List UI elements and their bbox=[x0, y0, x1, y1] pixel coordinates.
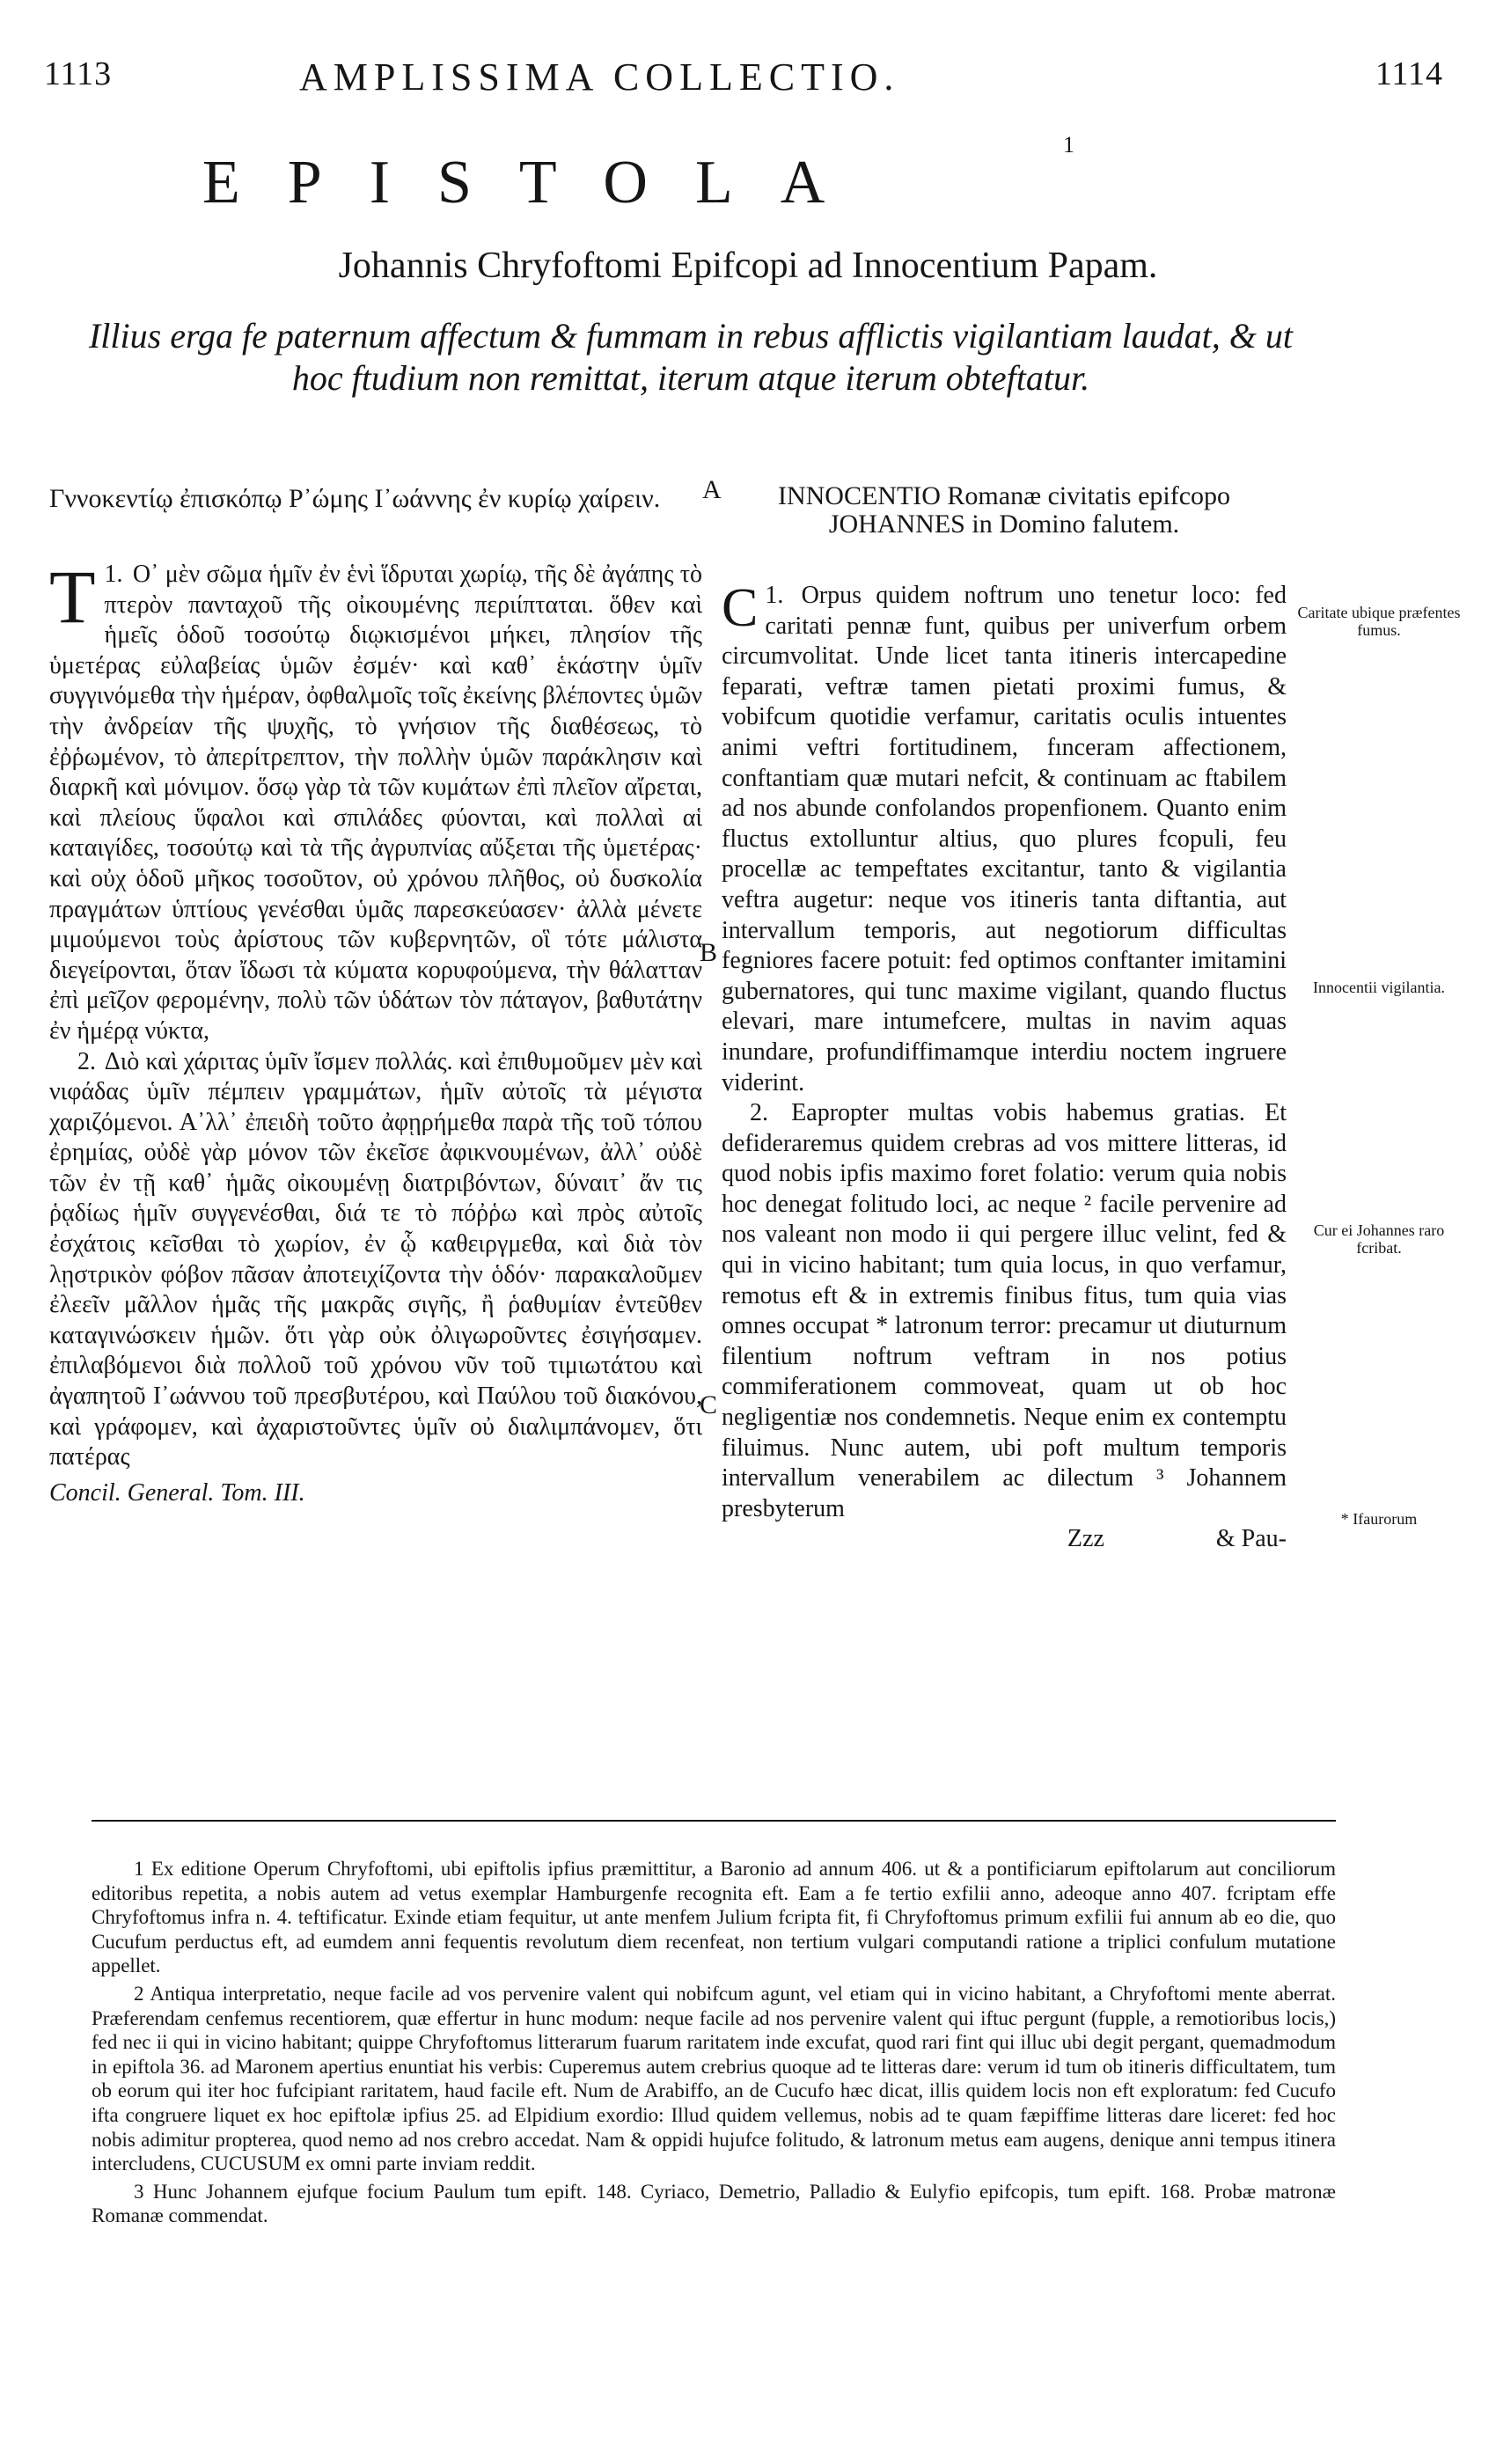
greek-paragraph-2 bbox=[49, 1047, 702, 1473]
running-title: AMPLISSIMA COLLECTIO. bbox=[299, 55, 900, 99]
latin-paragraph-1 bbox=[722, 578, 1287, 1098]
latin-paragraph-2 bbox=[722, 1098, 1287, 1524]
section-marker-b: B bbox=[700, 938, 718, 967]
title-footnote-mark: 1 bbox=[1063, 132, 1074, 158]
margin-note-isaurorum: * Ifaurorum bbox=[1340, 1510, 1418, 1528]
latin-paragraph-2-number: 2. bbox=[750, 1099, 768, 1127]
greek-drop-cap: T bbox=[49, 554, 96, 639]
greek-paragraph-2-text: Διὸ καὶ χάριτας ὑμῖν ἴσμεν πολλάς. καὶ ἐπιθυμοῦμεν μὲν καὶ νιφάδας ὑμῖν πέμπειν γραμμάτων, ἡμῖν αὐτοῖς τὰ μέγιστα χαριζόμενοι. Α᾽λλ᾽ ἐπειδὴ τοῦτο ἀφῃρήμεθα παρὰ τῆς τοῦ τόπου ἐρημίας, οὐδὲ γὰρ μόνον τῶν ἐκεῖσε ἀφικνουμένων, ἀλλ᾽ οὐδὲ τῶν ἐν τῇ καθ᾽ ἡμᾶς οἰκουμένῃ διατριβόντων, δύναιτ᾽ ἄν τις ῥᾳδίως ἡμῖν συγγενέσθαι, διά τε τὸ πόῤῥω καὶ πρὸς αὐτοῖς ἐσχάτοις κεῖσθαι τὸ χωρίον, ἐν ᾧ καθειργμεθα, καὶ διὰ τὸν λῃστρικὸν φόβον πᾶσαν ἀποτειχίζοντα τὴν ὁδόν· παρακαλοῦμεν ἐλεεῖν μᾶλλον ἡμᾶς τῆς μακρᾶς σιγῆς, ἢ ῥαθυμίαν ἐντεῦθεν καταγινώσκειν ἡμῶν. ὅτι γὰρ οὐκ ὀλιγωροῦντες ἐσιγήσαμεν. ἐπιλαβόμενοι διὰ πολλοῦ τοῦ χρόνου νῦν τοῦ τιμιωτάτου καὶ ἀγαπητοῦ Ι᾽ωάννου τοῦ πρεσβυτέρου, καὶ Παύλου τοῦ διακόνου, καὶ γράφομεν, καὶ ἀχαριστοῦντες ὑμῖν οὐ διαλιμπάνομεν, ὅτι πατέρας bbox=[49, 1047, 702, 1471]
latin-column bbox=[722, 482, 1287, 1555]
epistle-title: EPISTOLA bbox=[202, 149, 873, 216]
greek-column bbox=[49, 482, 702, 1508]
margin-note-caritate: Caritate ubique præfentes fumus. bbox=[1297, 604, 1461, 639]
latin-paragraph-1-text: Orpus quidem noftrum uno tenetur loco: fed caritati pennæ funt, quibus per univerfum orbem circumvolitat. Unde licet tanta itineris intercapedine feparati, veftræ tamen pietati proximi fumus, & vobifcum quotidie verfamur, caritatis oculis intuentes animi veftri fortitudinem, fınceram affectionem, conftantiam quæ mutari nefcit, & continuam ac ftabilem ad nos abunde confolandos propenfionem. Quanto enim fluctus extolluntur altius, quo plures fcopuli, feu procellæ ac tempeftates excitantur, tanto & vigilantia veftra augetur: neque vos itineris tanta diftantia, aut intervallum temporis, aut negotiorum difficultas fegniores facere potuit: fed optimos conftanter imitamini gubernatores, qui tunc maxime vigilant, quando fluctus elevari, mare intumefcere, multas in navim aquas inundare, profundiffimamque interdiu noctem ingruere viderint. bbox=[722, 582, 1287, 1096]
latin-address: INNOCENTIO Romanæ civitatis epifcopo JOHANNES in Domino falutem. bbox=[777, 481, 1231, 539]
section-marker-a: A bbox=[702, 475, 722, 504]
section-marker-c: C bbox=[700, 1390, 718, 1419]
greek-address: Γννοκεντίῳ ἐπισκόπῳ Ρ᾽ώμης Ι᾽ωάννης ἐν κυρίῳ χαίρειν. bbox=[49, 484, 661, 513]
epistle-summary: Illius erga fe paternum affectum & fummam in rebus afflictis vigilantiam laudat, & ut hoc ftudium non remittat, iterum atque iterum obteftatur. bbox=[88, 316, 1294, 398]
catchword: & Pau- bbox=[1215, 1525, 1287, 1553]
latin-drop-cap: C bbox=[722, 578, 759, 638]
greek-paragraph-1 bbox=[49, 554, 703, 1047]
gathering-signature: Zzz bbox=[1067, 1525, 1104, 1553]
latin-paragraph-2-text: Eapropter multas vobis habemus gratias. Et defideraremus quidem crebras ad vos mittere litteras, id quod nobis ipfis maximo foret folatio: verum quia nobis hoc denegat folitudo loci, ac neque ² facile pervenire ad nos valeant non modo ii qui pergere illuc velint, fed & qui in vicino habitant; tum quia locus, in quo verfamur, remotus eft & in extremis finibus fitus, tum quia vias omnes occupat * latronum terror: precamur ut diuturnum filentium noftrum veftram in nos potius commiferationem commoveat, quam ut ob hoc negligentiæ nos condemnetis. Neque enim ex contemptu filuimus. Nunc autem, ubi poft multum temporis intervallum venerabilem ac dilectum ³ Johannem presbyterum bbox=[722, 1099, 1287, 1522]
page-number-right: 1114 bbox=[1375, 55, 1443, 92]
footnote-2: 2 Antiqua interpretatio, neque facile ad vos pervenire valent qui nobifcum agunt, vel etiam qui in vicino habitant, a Chryfoftomi mente aberrat. Præferendam cenfemus recentiorem, quæ effertur in hunc modum: neque facile ad nos pervenire valent qui iftuc pergunt (fupple, a remotioribus locis,) fed nec ii qui in vicino habitant; quippe Chryfoftomus litterarum fuarum raritatem inde excufat, quod rari fint qui illuc ubi degit pergant, quemadmodum in epiftola 36. ad Maronem apertius enuntiat his verbis: Cuperemus autem crebrius quoque ad te litteras dare: verum id tum ob itineris difficultatem, tum ob eorum qui iter hoc fufcipiant raritatem, haud facile eft. Num de Arabiffo, an de Cucufo hæc dicat, illis quidem locis non eft exploratum: fed Cucufo ifta congruere liquet ex hoc epiftolæ ipfius 25. ad Elpidium exordio: Illud quidem vellemus, nobis ad te quam fæpiffime litteras dare liceret: fed hoc nobis adimitur propterea, quod nemo ad nos crebro accedat. Nam & oppidi hujufce folitudo, & latronum metus eam augens, denique anni tempus itinera intercludens, CUCUSUM ex omni parte inviam reddit. bbox=[92, 1982, 1336, 2175]
footnotes bbox=[92, 1857, 1336, 2232]
footnote-1: 1 Ex editione Operum Chryfoftomi, ubi epiftolis ipfius præmittitur, a Baronio ad annum 406. ut & a pontificiarum epiftolarum aut conciliorum editoribus repetita, a nobis autem ad vetus exemplar Hamburgenfe recognita eft. Eam a fe tertio exfilii anno, adeoque anno 407. fcriptam effe Chryfoftomus infra n. 4. teftificatur. Exinde etiam fequitur, ut ante menfem Julium fcripta fit, fi Chryfoftomus primum exfilii fui annum ab eo die, quo Cucufum perductus eft, ad eumdem anni fequentis revolutum diem recenfeat, non tertium vulgari computandi ratione a triplici confulum mutatione appellet. bbox=[92, 1858, 1336, 1977]
margin-note-raro: Cur ei Johannes raro fcribat. bbox=[1313, 1221, 1445, 1257]
footnote-3: 3 Hunc Johannem ejufque focium Paulum tum epift. 148. Cyriaco, Demetrio, Palladio & Eulyfio epifcopis, tum epift. 168. Probæ matronæ Romanæ commendat. bbox=[92, 2180, 1336, 2227]
epistle-subtitle: Johannis Chryfoftomi Epifcopi ad Innocentium Papam. bbox=[338, 246, 1158, 286]
running-head bbox=[44, 55, 1443, 107]
margin-note-vigilantia: Innocentii vigilantia. bbox=[1313, 979, 1445, 996]
latin-paragraph-1-number: 1. bbox=[765, 582, 784, 609]
greek-paragraph-1-number: 1. bbox=[104, 561, 123, 588]
catchword-line bbox=[722, 1524, 1287, 1555]
greek-paragraph-2-number: 2. bbox=[77, 1047, 96, 1075]
signature-mark: Concil. General. Tom. III. bbox=[49, 1478, 305, 1507]
page-number-left: 1113 bbox=[44, 55, 113, 92]
footnote-rule bbox=[92, 1820, 1336, 1822]
signature-line bbox=[49, 1473, 702, 1509]
greek-paragraph-1-text: Ο᾽ μὲν σῶμα ἡμῖν ἐν ἑνὶ ἵδρυται χωρίῳ, τῆς δὲ ἀγάπης τὸ πτερὸν πανταχοῦ τῆς οἰκουμένης περιίπταται. ὅθεν καὶ ἡμεῖς ὁδοῦ τοσούτῳ διῳκισμένοι μήκει, πλησίον τῆς ὑμετέρας εὐλαβείας ὑμῶν ἐσμέν· καὶ καθ᾽ ἑκάστην ὑμῖν συγγινόμεθα τὴν ἡμέραν, ὀφθαλμοῖς τοῖς ἐκείνης βλέποντες ὑμῶν τὴν ἀνδρείαν τῆς ψυχῆς, τὸ γνήσιον τῆς διαθέσεως, τὸ ἐῤῥωμένον, τὸ ἀπερίτρεπτον, τὴν πολλὴν ὑμῶν παράκλησιν καὶ διαρκῆ καὶ μόνιμον. ὅσῳ γὰρ τὰ τῶν κυμάτων ἐπὶ πλεῖον αἴρεται, καὶ πλείους ὕφαλοι καὶ σπιλάδες φύονται, καὶ πολλαὶ αἱ καταιγίδες, τοσούτῳ καὶ τὰ τῆς ἀγρυπνίας αὔξεται τῆς ὑμετέρας· καὶ οὐχ ὁδοῦ μῆκος τοσοῦτον, οὐ χρόνου πλῆθος, οὐ δυσκολία πραγμάτων ὑπτίους γενέσθαι ὑμᾶς παρεσκεύασεν· ἀλλὰ μένετε μιμούμενοι τοὺς ἀρίστους τῶν κυβερνητῶν, οἳ τότε μάλιστα διεγείρονται, ὅταν ἴδωσι τὰ κύματα κορυφούμενα, τὴν θάλατταν ἐπὶ μεῖζον φερομένην, πολὺ τῶν ὑδάτων τὸν πάταγον, βαθυτάτην ἐν ἡμέρᾳ νύκτα, bbox=[49, 561, 703, 1045]
